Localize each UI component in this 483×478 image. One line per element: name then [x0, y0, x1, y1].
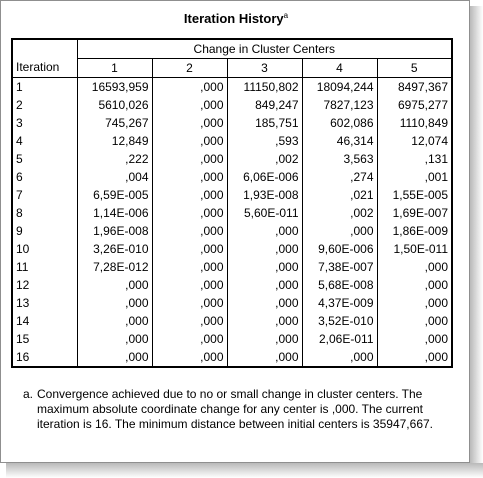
iteration-number-cell: 6 [12, 168, 77, 186]
cluster-change-cell: 12,849 [77, 132, 152, 150]
iteration-number-cell: 13 [12, 294, 77, 312]
cluster-change-cell: ,131 [377, 150, 452, 168]
cluster-change-cell: 1110,849 [377, 114, 452, 132]
cluster-change-cell: ,004 [77, 168, 152, 186]
cluster-change-cell: 3,26E-010 [77, 240, 152, 258]
cluster-change-cell: ,000 [152, 168, 227, 186]
iteration-number-cell: 5 [12, 150, 77, 168]
cluster-change-cell: 745,267 [77, 114, 152, 132]
cluster-column-header: 1 [77, 59, 152, 78]
iteration-number-cell: 16 [12, 348, 77, 367]
cluster-change-cell: ,000 [152, 294, 227, 312]
cluster-change-cell: ,000 [227, 240, 302, 258]
cluster-column-header: 5 [377, 59, 452, 78]
table-row [12, 258, 452, 276]
cluster-change-cell: 7,38E-007 [302, 258, 377, 276]
title-footnote-mark: a [283, 11, 289, 20]
iteration-number-cell: 8 [12, 204, 77, 222]
change-in-cluster-centers-header: Change in Cluster Centers [77, 39, 452, 59]
table-row [12, 240, 452, 258]
cluster-change-cell: 8497,367 [377, 78, 452, 97]
cluster-change-cell: 2,06E-011 [302, 330, 377, 348]
cluster-change-cell: ,000 [227, 258, 302, 276]
cluster-change-cell: 46,314 [302, 132, 377, 150]
cluster-change-cell: ,000 [227, 276, 302, 294]
table-body [12, 78, 452, 368]
cluster-change-cell: ,000 [227, 222, 302, 240]
cluster-change-cell: ,000 [152, 132, 227, 150]
cluster-change-cell: ,000 [227, 330, 302, 348]
cluster-change-cell: ,000 [152, 312, 227, 330]
cluster-change-cell: ,000 [77, 312, 152, 330]
table-row [12, 348, 452, 367]
cluster-change-cell: ,000 [377, 294, 452, 312]
table-row [12, 276, 452, 294]
cluster-change-cell: 9,60E-006 [302, 240, 377, 258]
cluster-change-cell: 185,751 [227, 114, 302, 132]
cluster-change-cell: 12,074 [377, 132, 452, 150]
table-row [12, 294, 452, 312]
cluster-change-cell: 1,69E-007 [377, 204, 452, 222]
table-row [12, 78, 452, 97]
iteration-history-table [11, 38, 453, 368]
cluster-column-header: 3 [227, 59, 302, 78]
cluster-change-cell: 11150,802 [227, 78, 302, 97]
cluster-change-cell: ,000 [152, 348, 227, 367]
cluster-change-cell: ,000 [152, 150, 227, 168]
cluster-change-cell: 5,68E-008 [302, 276, 377, 294]
iteration-number-cell: 15 [12, 330, 77, 348]
cluster-change-cell: ,000 [377, 348, 452, 367]
cluster-change-cell: 16593,959 [77, 78, 152, 97]
cluster-change-cell: 4,37E-009 [302, 294, 377, 312]
cluster-change-cell: ,000 [227, 348, 302, 367]
cluster-column-header: 2 [152, 59, 227, 78]
cluster-change-cell: ,000 [152, 186, 227, 204]
cluster-change-cell: ,593 [227, 132, 302, 150]
iteration-number-cell: 4 [12, 132, 77, 150]
window-shadow-bottom [6, 463, 483, 478]
cluster-change-cell: ,000 [152, 258, 227, 276]
cluster-change-cell: 5,60E-011 [227, 204, 302, 222]
cluster-change-cell: ,000 [152, 78, 227, 97]
cluster-change-cell: ,222 [77, 150, 152, 168]
cluster-change-cell: 18094,244 [302, 78, 377, 97]
cluster-change-cell: 1,14E-006 [77, 204, 152, 222]
cluster-change-cell: ,000 [152, 96, 227, 114]
cluster-change-cell: ,000 [377, 312, 452, 330]
cluster-change-cell: ,000 [152, 330, 227, 348]
cluster-change-cell: 849,247 [227, 96, 302, 114]
cluster-change-cell: 5610,026 [77, 96, 152, 114]
table-row [12, 222, 452, 240]
iteration-number-cell: 11 [12, 258, 77, 276]
cluster-change-cell: 1,93E-008 [227, 186, 302, 204]
table-footnote [23, 387, 447, 432]
cluster-change-cell: ,274 [302, 168, 377, 186]
cluster-change-cell: ,000 [152, 276, 227, 294]
iteration-number-cell: 7 [12, 186, 77, 204]
cluster-change-cell: 6,06E-006 [227, 168, 302, 186]
cluster-change-cell: ,000 [302, 222, 377, 240]
header-corner-cell [12, 39, 77, 59]
table-title: Iteration History$^a$ [183, 11, 289, 26]
iteration-number-cell: 1 [12, 78, 77, 97]
cluster-change-cell: ,000 [77, 276, 152, 294]
cluster-change-cell: ,021 [302, 186, 377, 204]
cluster-change-cell: 7827,123 [302, 96, 377, 114]
cluster-change-cell: 602,086 [302, 114, 377, 132]
cluster-change-cell: ,000 [152, 204, 227, 222]
cluster-change-cell: ,001 [377, 168, 452, 186]
cluster-change-cell: ,000 [377, 330, 452, 348]
cluster-change-cell: ,000 [77, 294, 152, 312]
table-row [12, 132, 452, 150]
table-row [12, 96, 452, 114]
cluster-change-cell: ,000 [152, 114, 227, 132]
iteration-number-cell: 9 [12, 222, 77, 240]
table-row [12, 186, 452, 204]
table-row [12, 114, 452, 132]
cluster-change-cell: ,002 [302, 204, 377, 222]
iteration-number-cell: 12 [12, 276, 77, 294]
cluster-change-cell: 6,59E-005 [77, 186, 152, 204]
cluster-change-cell: ,000 [227, 294, 302, 312]
cluster-change-cell: ,000 [77, 348, 152, 367]
table-row [12, 204, 452, 222]
cluster-change-cell: 1,50E-011 [377, 240, 452, 258]
cluster-change-cell: 3,52E-010 [302, 312, 377, 330]
cluster-change-cell: ,000 [377, 258, 452, 276]
cluster-change-cell: 1,86E-009 [377, 222, 452, 240]
cluster-change-cell: ,000 [302, 348, 377, 367]
window-shadow-right [470, 6, 483, 478]
table-row [12, 168, 452, 186]
iteration-number-cell: 10 [12, 240, 77, 258]
cluster-change-cell: ,000 [77, 330, 152, 348]
cluster-change-cell: ,002 [227, 150, 302, 168]
iteration-number-cell: 3 [12, 114, 77, 132]
cluster-change-cell: 6975,277 [377, 96, 452, 114]
cluster-change-cell: 3,563 [302, 150, 377, 168]
cluster-change-cell: ,000 [152, 222, 227, 240]
iteration-number-cell: 2 [12, 96, 77, 114]
cluster-change-cell: ,000 [377, 276, 452, 294]
cluster-change-cell: 7,28E-012 [77, 258, 152, 276]
footnote-mark: a. [23, 387, 34, 401]
footnote-text: Convergence achieved due to no or small change in cluster centers. The maximum absolute coordinate change for any center is ,000. The current iteration is 16. The minimum distance between initial centers is 35947,667. [37, 387, 433, 431]
cluster-change-cell: ,000 [227, 312, 302, 330]
cluster-change-cell: 1,55E-005 [377, 186, 452, 204]
table-row [12, 150, 452, 168]
cluster-column-header: 4 [302, 59, 377, 78]
cluster-change-cell: ,000 [152, 240, 227, 258]
cluster-change-cell: 1,96E-008 [77, 222, 152, 240]
iteration-column-header: Iteration [12, 59, 77, 78]
iteration-number-cell: 14 [12, 312, 77, 330]
table-row [12, 330, 452, 348]
table-row [12, 312, 452, 330]
